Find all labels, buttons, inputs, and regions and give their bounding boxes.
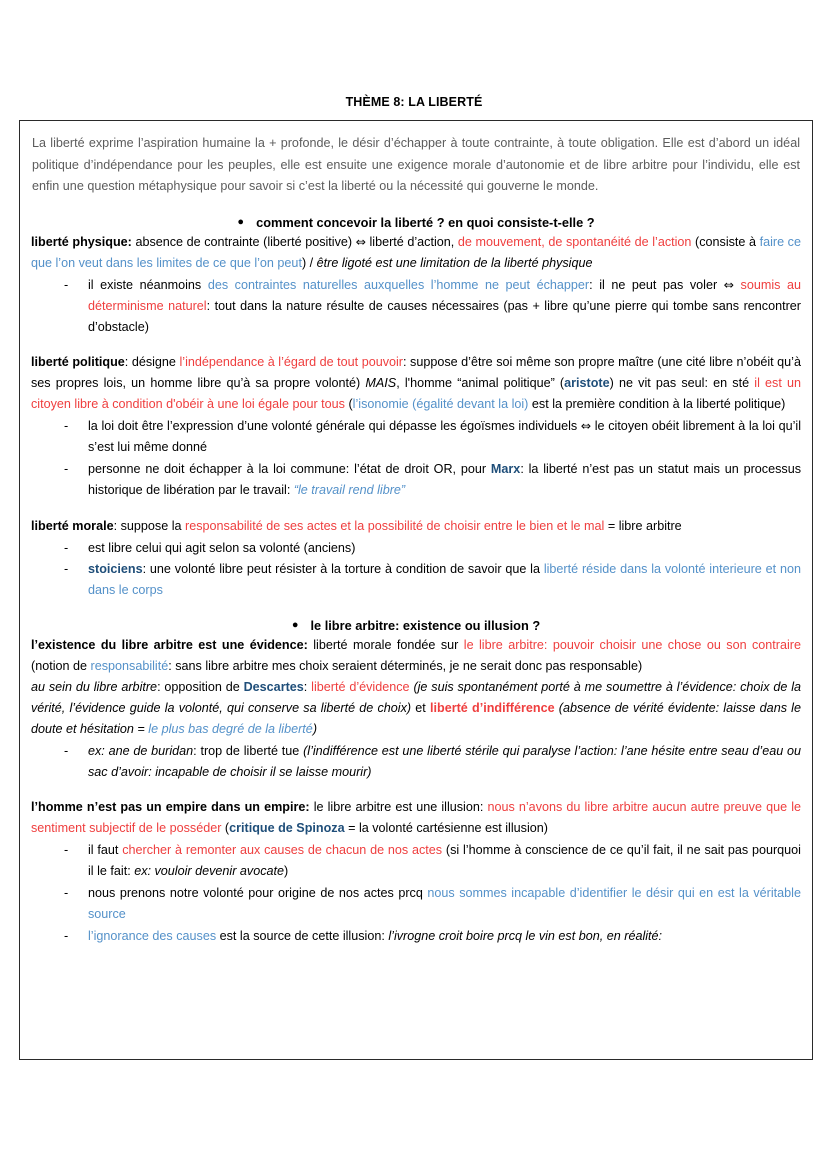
run-text: liberté réside dans la volonté interieure et non dans le corps <box>88 562 801 598</box>
section-heading-1-label: comment concevoir la liberté ? en quoi consiste-t-elle ? <box>256 214 595 230</box>
run-text: : suppose d’être soi même son propre maître (une cité libre n’obéit qu’à ses propres lois, un homme libre qu’à sa propre volonté) <box>31 355 801 391</box>
paragraph-liberte-politique <box>31 352 801 415</box>
run-text <box>734 278 741 292</box>
run-text: l’indépendance à l’égard de tout pouvoir <box>179 355 403 370</box>
list-liberte-physique <box>31 275 801 338</box>
run-text: le citoyen obéit librement à la loi qu’il s’est lui même donné <box>88 419 801 454</box>
run-text: être ligoté est une limitation de la liberté physique <box>316 255 593 270</box>
list-item <box>31 926 801 947</box>
run-text: (consiste à <box>691 234 760 249</box>
paragraph-existence-libre-arbitre <box>31 635 801 677</box>
equivalence-arrow-icon: ⇔ <box>723 277 734 292</box>
run-text: MAIS <box>365 376 397 391</box>
run-text: : trop de liberté tue <box>193 743 304 758</box>
run-text: ( <box>221 821 230 836</box>
section-heading-1 <box>31 215 801 230</box>
list-buridan <box>31 741 801 783</box>
run-text: “le travail rend libre” <box>293 482 406 497</box>
run-text: : la liberté n’est pas un statut mais un processus historique de libération par le travail: <box>88 461 801 497</box>
intro-paragraph: La liberté exprime l’aspiration humaine la + profonde, le désir d’échapper à toute contrainte, à toute obligation. Elle est d’abord un idéal politique d’indépendance pour les peuples, elle est ensuite une exigence morale d’autonomie et de libre arbitre pour l’individu, elle est enfin une question métaphysique pour savoir si c’est la liberté ou la nécessité qui gouverne le monde. <box>32 136 800 194</box>
run-text: : <box>303 680 312 694</box>
run-text: ( <box>344 397 353 412</box>
run-text: liberté morale fondée sur <box>307 638 464 653</box>
run-text: est libre celui qui agit selon sa volonté (anciens) <box>88 540 356 555</box>
run-text: au sein du libre arbitre <box>31 680 158 694</box>
equivalence-arrow-icon: ⇔ <box>580 419 592 434</box>
content-frame <box>19 120 813 1060</box>
run-text: , l'homme “animal politique” ( <box>396 376 565 391</box>
bullet-dot-icon: ● <box>237 215 245 228</box>
run-text: liberté d’évidence <box>311 680 410 694</box>
run-text: : il ne peut pas voler <box>589 277 724 292</box>
run-text: la loi doit être l’expression d’une volonté générale qui dépasse les égoïsmes individuels <box>88 419 581 434</box>
run-text: : sans libre arbitre mes choix seraient déterminés, je ne serait donc pas responsable) <box>168 659 643 674</box>
run-text: personne ne doit échapper à la loi commune: l’état de droit OR, pour <box>88 461 491 476</box>
run-text: (l’indifférence est une liberté stérile qui paralyse l’action: l’ane hésite entre seau d’eau ou sac d’avoir: incapable de choisir il se laisse mourir) <box>88 743 801 779</box>
run-text: des contraintes naturelles auxquelles l’homme ne peut échapper <box>207 277 590 292</box>
page-title: THÈME 8: LA LIBERTÉ <box>345 95 483 109</box>
run-text: ex: vouloir devenir avocate <box>134 864 285 879</box>
run-text: ) / <box>301 255 317 270</box>
run-text: liberté d’indifférence <box>430 700 555 715</box>
philosopher-stoiciens: stoiciens <box>88 562 143 577</box>
run-text: il faut <box>88 843 123 858</box>
run-text: ) ne vit pas seul: en sté <box>609 376 755 391</box>
run-text: faire ce que l’on veut dans les limites de ce que l’on peut <box>31 234 801 270</box>
list-item <box>31 559 801 601</box>
list-liberte-politique <box>31 416 801 501</box>
list-item <box>31 416 801 458</box>
term-existence-libre-arbitre: l’existence du libre arbitre est une évidence: <box>31 638 308 653</box>
section-heading-2-label: le libre arbitre: existence ou illusion ? <box>310 618 541 634</box>
run-text: = la volonté cartésienne est illusion) <box>344 821 548 836</box>
run-text: ) <box>284 864 289 879</box>
run-text: nous n’avons du libre arbitre aucun autre preuve que le sentiment subjectif de le posséder <box>31 800 801 836</box>
run-text: ex: ane de buridan <box>88 743 194 758</box>
run-text: nous prenons notre volonté pour origine de nos actes prcq <box>88 886 428 901</box>
list-item <box>31 883 801 925</box>
run-text: le plus bas degré de la liberté <box>148 721 313 736</box>
list-item <box>31 275 801 338</box>
run-text: : tout dans la nature résulte de causes nécessaires (pas + libre qu’une pierre qui tombe sans rencontrer d’obstacle) <box>88 298 801 334</box>
term-liberte-morale: liberté morale <box>31 518 114 533</box>
run-text: liberté d’action, <box>365 234 458 249</box>
run-text: responsabilité de ses actes et la possibilité de choisir entre le bien et le mal <box>185 518 605 533</box>
run-text: = libre arbitre <box>604 518 682 533</box>
bullet-dot-icon: ● <box>291 619 299 632</box>
run-text: (notion de <box>31 659 91 674</box>
run-text: responsabilité <box>90 659 169 674</box>
list-item <box>31 840 801 882</box>
run-text: : suppose la <box>113 518 186 533</box>
run-text: : une volonté libre peut résister à la torture à condition de savoir que la <box>142 562 544 577</box>
run-text: est la première condition à la liberté politique) <box>528 397 786 412</box>
run-text: l’isonomie (égalité devant la loi) <box>352 397 529 412</box>
run-text: le libre arbitre est une illusion: <box>309 800 488 815</box>
run-text: chercher à remonter aux causes de chacun de nos actes <box>122 843 443 858</box>
run-text: (absence de vérité évidente: laisse dans le doute et hésitation = <box>31 700 801 736</box>
run-text: : désigne <box>124 355 180 370</box>
term-liberte-physique: liberté physique: <box>31 234 132 249</box>
run-text: est la source de cette illusion: <box>216 928 389 943</box>
run-text: l’ivrogne croit boire prcq le vin est bon, en réalité: <box>388 928 663 943</box>
equivalence-arrow-icon: ⇔ <box>355 234 366 249</box>
run-text: (je suis spontanément porté à me soumettre à l’évidence: choix de la vérité, l’évidence guide la volonté, qui conserve sa liberté de choix) <box>31 680 802 715</box>
run-text: de mouvement, de spontanéité de l’action <box>457 234 692 249</box>
term-empire-dans-un-empire: l’homme n’est pas un empire dans un empire: <box>31 800 310 815</box>
run-text: soumis au déterminisme naturel <box>88 277 801 313</box>
run-text: ) <box>312 721 318 736</box>
run-text: le libre arbitre: pouvoir choisir une chose ou son contraire <box>463 638 801 653</box>
list-spinoza <box>31 840 801 946</box>
paragraph-spinoza <box>31 797 801 839</box>
philosopher-spinoza: critique de Spinoza <box>229 821 345 836</box>
run-text: : opposition de <box>157 680 244 694</box>
philosopher-aristote: aristote <box>564 376 610 391</box>
run-text: il est un citoyen libre à condition d'obéir à une loi égale pour tous <box>31 376 801 412</box>
run-text: l’ignorance des causes <box>88 928 217 943</box>
run-text: absence de contrainte (liberté positive) <box>131 234 356 249</box>
list-item <box>31 741 801 783</box>
run-text: il existe néanmoins <box>88 277 208 292</box>
paragraph-descartes <box>31 677 801 740</box>
philosopher-descartes: Descartes <box>243 680 304 694</box>
term-liberte-politique: liberté politique <box>31 355 125 370</box>
list-item <box>31 459 801 501</box>
run-text: nous sommes incapable d’identifier le désir qui en est la véritable source <box>88 886 801 921</box>
run-text: et <box>411 700 431 715</box>
run-text: (si l’homme à conscience de ce qu’il fait, il ne sait pas pourquoi il le fait: <box>88 843 801 879</box>
paragraph-liberte-physique <box>31 232 801 274</box>
paragraph-liberte-morale <box>31 516 801 537</box>
list-item <box>31 538 801 559</box>
philosopher-marx: Marx <box>490 461 521 476</box>
section-heading-2 <box>31 618 801 633</box>
list-liberte-morale <box>31 538 801 602</box>
